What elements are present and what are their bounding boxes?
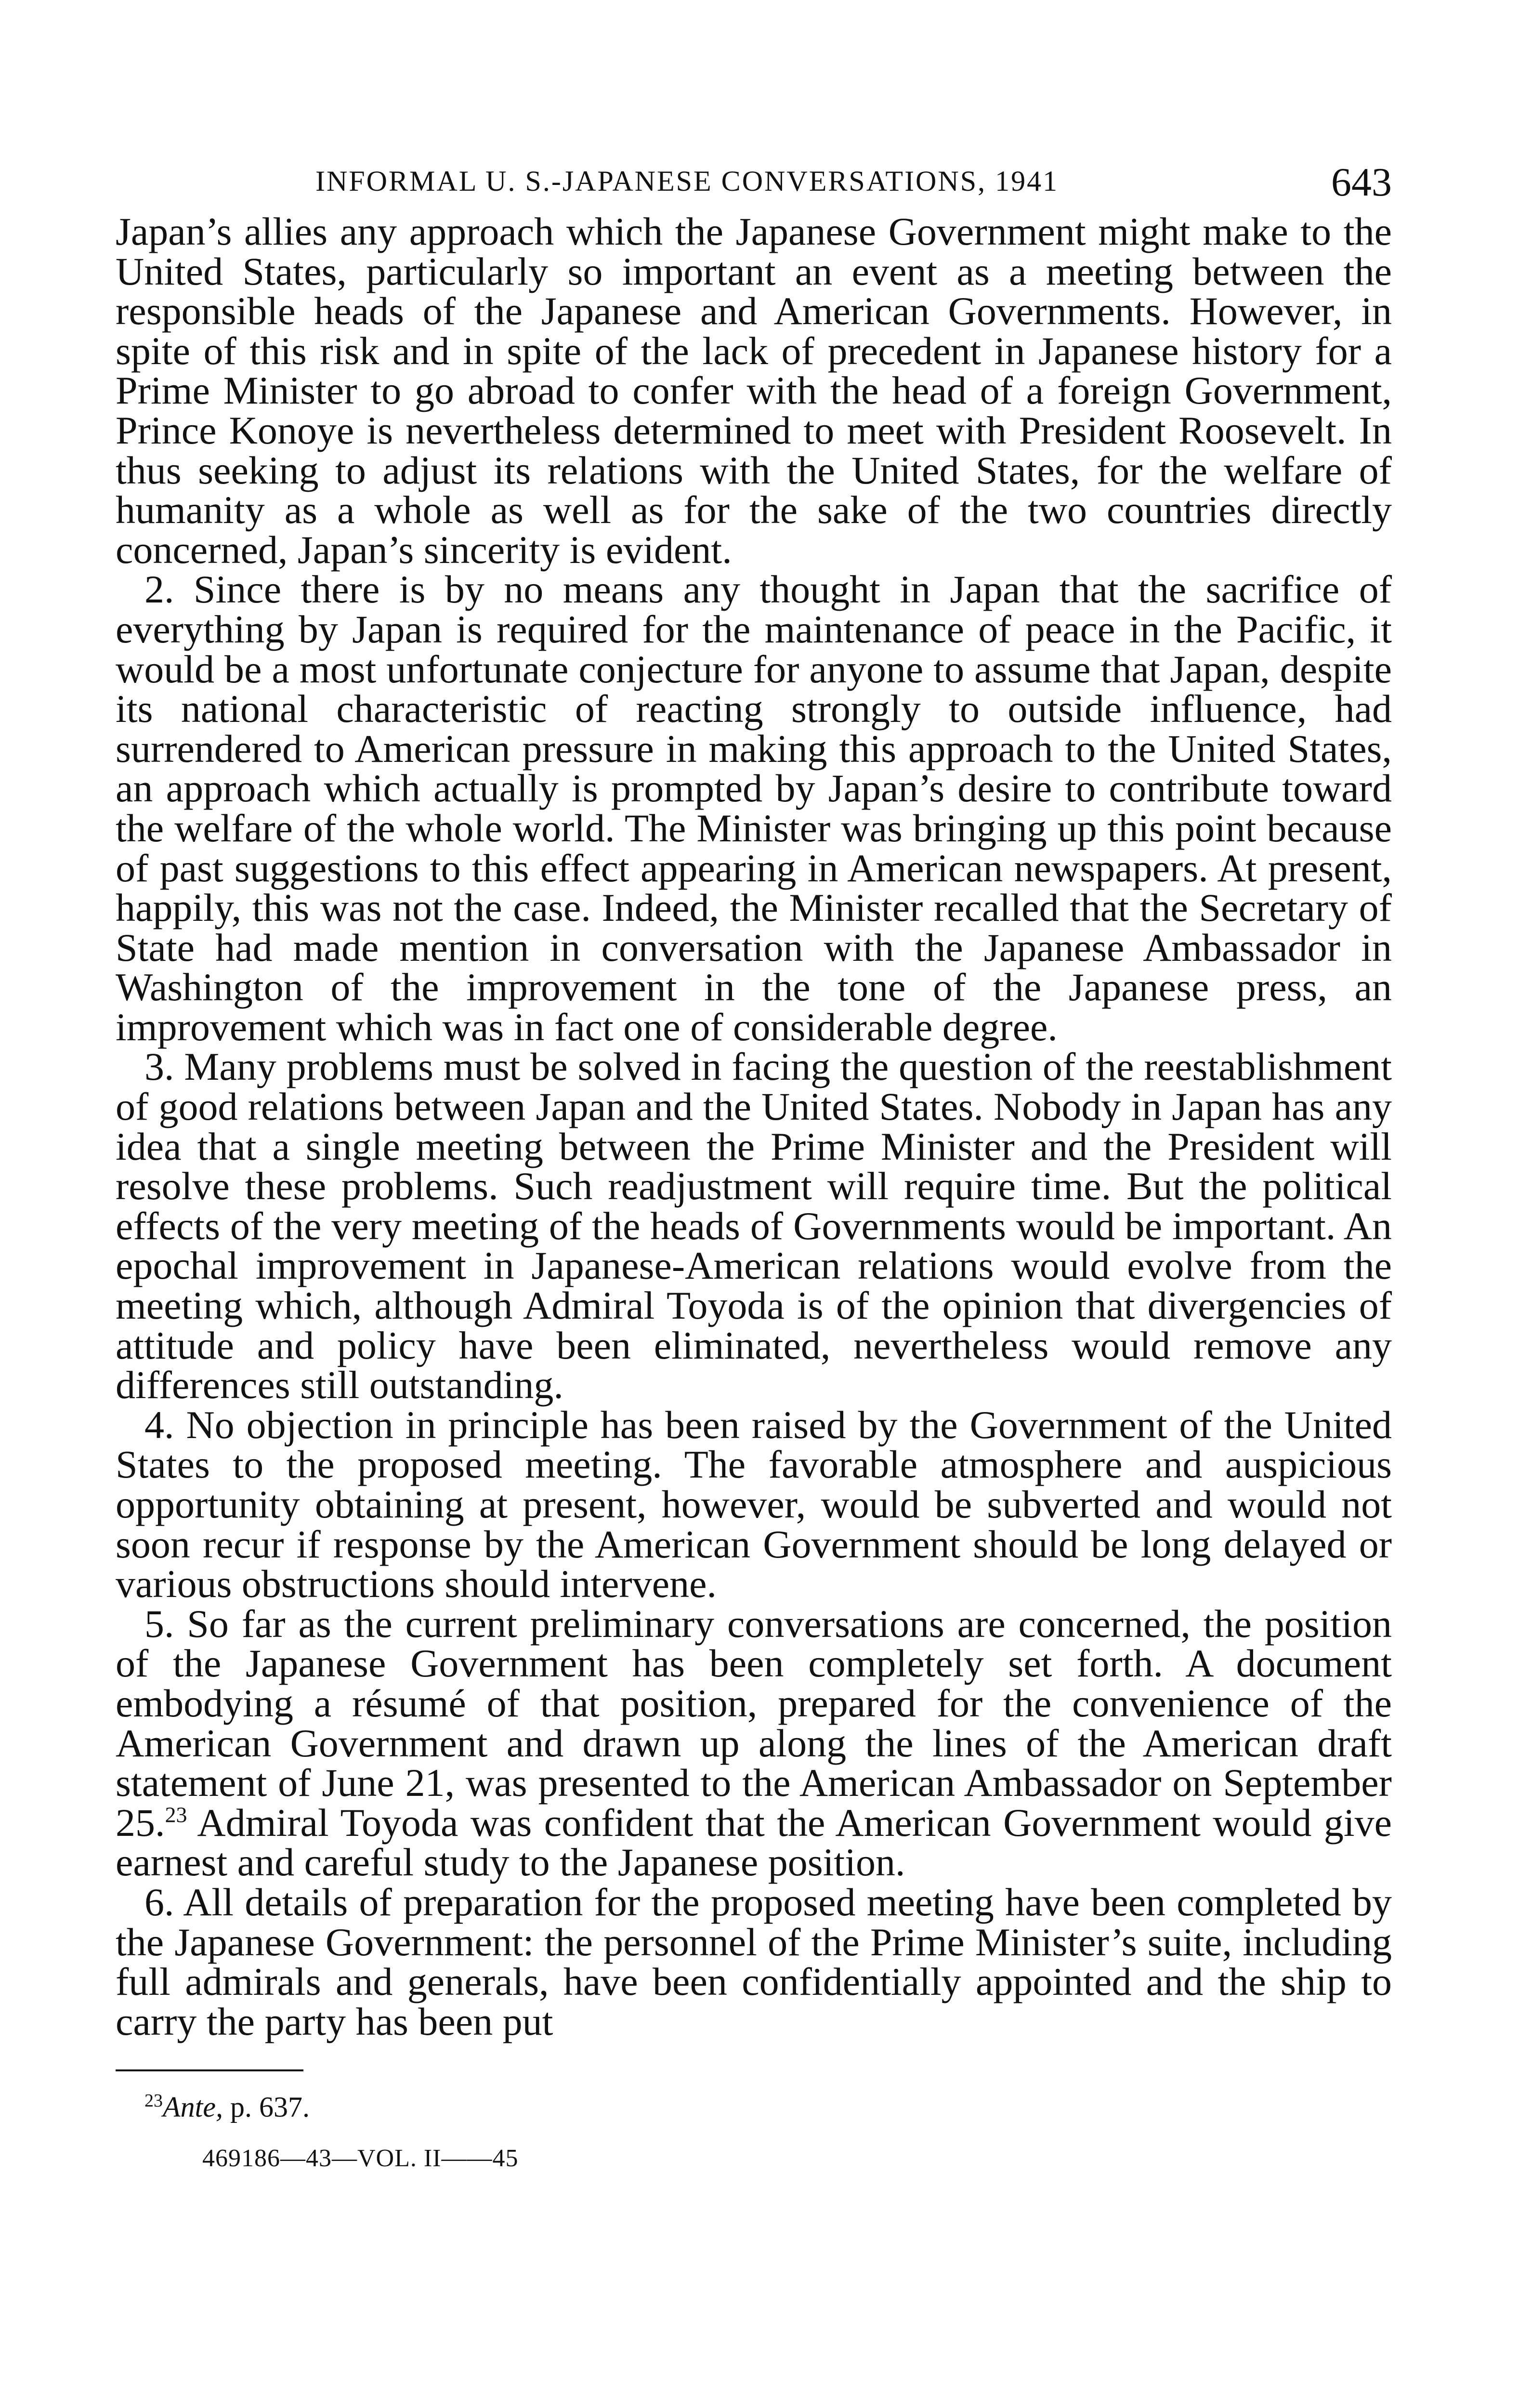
paragraph-5-text-a: 5. So far as the current preliminary conversations are concerned, the position of the Japanese Government has been completely set forth. A document embodying a résumé of that position, prepared for the convenience of the American Government and drawn up along the lines of the American draft statement of June 21, was presented to the American Ambassador on September 25.	[116, 1601, 1392, 1845]
paragraph-5-text-b: Admiral Toyoda was confident that the American Government would give earnest and careful study to the Japanese position.	[116, 1800, 1392, 1885]
paragraph-1: Japan’s allies any approach which the Japanese Government might make to the United States, particularly so important an event as a meeting between the responsible heads of the Japanese and American Governments. However, in spite of this risk and in spite of the lack of precedent in Japanese history for a Prime Minister to go abroad to confer with the head of a foreign Government, Prince Konoye is nevertheless determined to meet with President Roosevelt. In thus seeking to adjust its relations with the United States, for the welfare of humanity as a whole as well as for the sake of the two countries directly concerned, Japan’s sincerity is evident.	[116, 209, 1392, 572]
paragraph-3: 3. Many problems must be solved in facing the question of the reestablishment of good relations between Japan and the United States. Nobody in Japan has any idea that a single meeting between the Prime Minister and the President will resolve these problems. Such readjustment will require time. But the political effects of the very meeting of the heads of Governments would be important. An epochal improvement in Japanese-American relations would evolve from the meeting which, although Admiral Toyoda is of the opinion that divergencies of attitude and policy have been eliminated, nevertheless would remove any differences still outstanding.	[116, 1045, 1392, 1407]
body-text	[116, 209, 1392, 2043]
page-header	[116, 159, 1392, 212]
footnote-ante: Ante,	[163, 2091, 223, 2123]
footnote-reference: 23	[165, 1802, 187, 1827]
printer-code: 469186—43—VOL. II——45	[202, 2145, 519, 2172]
footnote-divider	[116, 2069, 303, 2071]
footnote-text: p. 637.	[222, 2091, 310, 2123]
paragraph-6: 6. All details of preparation for the proposed meeting have been completed by the Japanese Government: the personnel of the Prime Minister’s suite, including full admirals and generals, have been confidentially appointed and the ship to carry the party has been put	[116, 1880, 1392, 2043]
paragraph-4: 4. No objection in principle has been raised by the Government of the United States to the proposed meeting. The favorable atmosphere and auspicious opportunity obtaining at present, however, would be subverted and would not soon recur if response by the American Government should be long delayed or various obstructions should intervene.	[116, 1402, 1392, 1606]
paragraph-2: 2. Since there is by no means any thought in Japan that the sacrifice of everything by Japan is required for the maintenance of peace in the Pacific, it would be a most unfortunate conjecture for anyone to assume that Japan, despite its national characteristic of reacting strongly to outside influence, had surrendered to American pressure in making this approach to the United States, an approach which actually is prompted by Japan’s desire to contribute toward the welfare of the whole world. The Minister was bringing up this point because of past suggestions to this effect appearing in American newspapers. At present, happily, this was not the case. Indeed, the Minister recalled that the Secretary of State had made mention in conversation with the Japanese Ambassador in Washington of the improvement in the tone of the Japanese press, an improvement which was in fact one of considerable degree.	[116, 567, 1392, 1049]
running-head: INFORMAL U. S.-JAPANESE CONVERSATIONS, 1941	[315, 165, 1059, 197]
page-number: 643	[1331, 160, 1392, 205]
footnote	[144, 2091, 1392, 2124]
document-page	[116, 159, 1392, 2172]
paragraph-5	[116, 1601, 1392, 1885]
footnote-mark: 23	[144, 2091, 163, 2111]
